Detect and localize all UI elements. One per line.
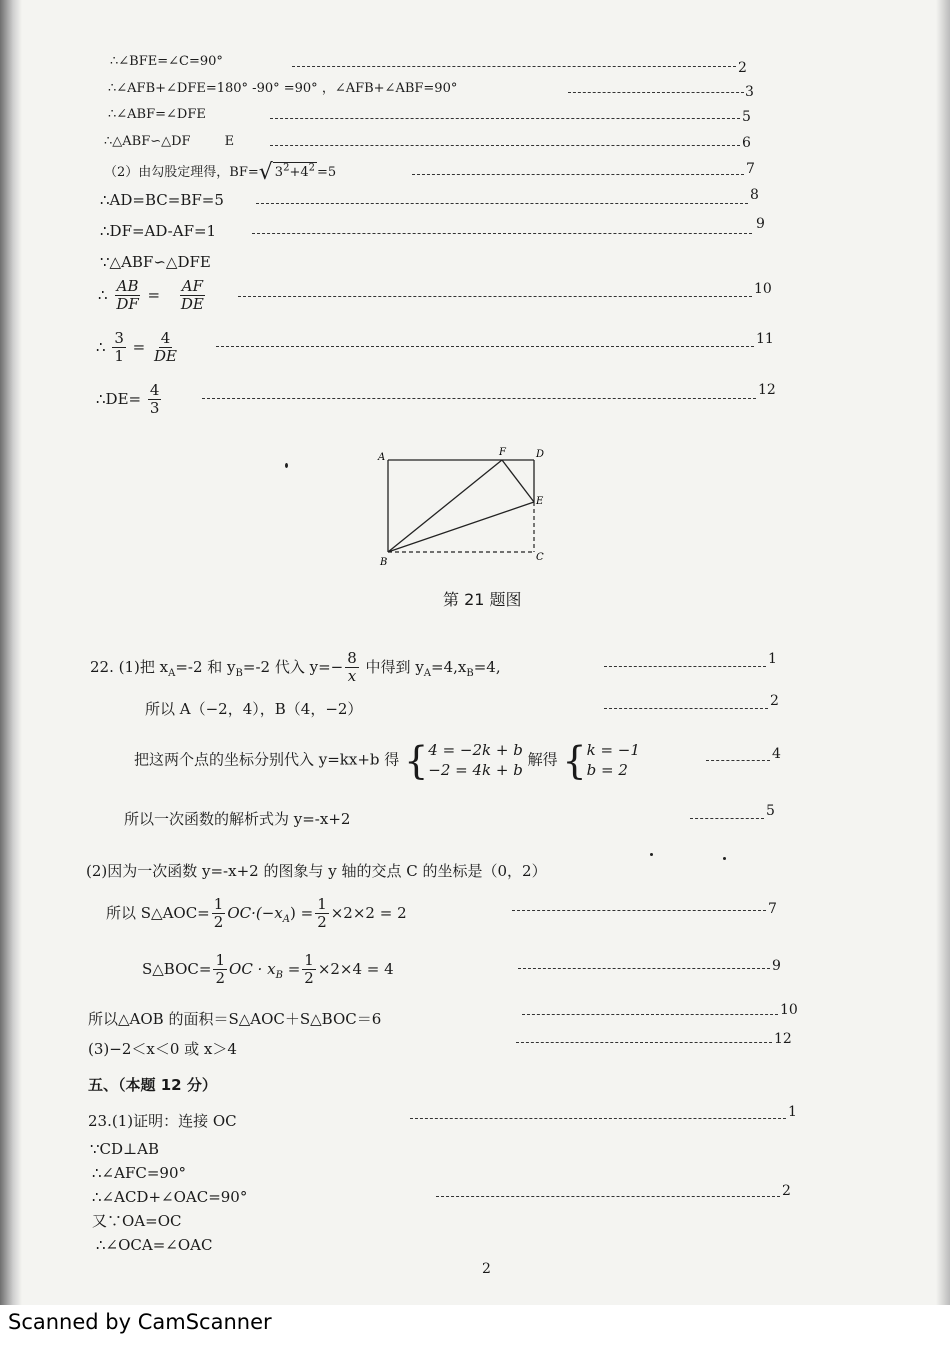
fraction-half — [315, 896, 329, 932]
leader-line — [522, 1014, 778, 1015]
score-mark: 9 — [772, 958, 781, 974]
segment-fe — [502, 460, 534, 502]
numerator: AB — [116, 277, 139, 295]
leader-line — [270, 145, 740, 146]
q22-line-1 — [90, 650, 501, 686]
numerator: 8 — [347, 649, 357, 667]
q23-line-4: ∴∠ACD+∠OAC=90° — [92, 1188, 248, 1206]
score-mark: 4 — [772, 746, 781, 762]
q22-line-5: (2)因为一次函数 y=-x+2 的图象与 y 轴的交点 C 的坐标是（0，2） — [86, 862, 547, 880]
numerator: 1 — [215, 951, 226, 969]
subscript: B — [235, 667, 243, 679]
leader-line — [512, 910, 766, 911]
q22-line-8: 所以△AOB 的面积＝S△AOC＋S△BOC＝6 — [88, 1010, 382, 1028]
q23-line-5: 又∵OA=OC — [92, 1212, 182, 1230]
q23-line-6: ∴∠OCA=∠OAC — [96, 1236, 213, 1254]
fraction-half — [212, 896, 226, 932]
score-mark: 3 — [745, 84, 754, 100]
q22-text: =4, — [473, 657, 501, 676]
leader-line — [518, 968, 770, 969]
q21-line-10 — [96, 330, 181, 366]
q22-text: 所以 S△AOC= — [106, 903, 210, 922]
numerator: 1 — [304, 951, 314, 969]
point-label-f: F — [499, 447, 506, 458]
q21-line-4 — [104, 135, 234, 148]
leader-line — [270, 118, 740, 119]
solution: b = 2 — [586, 761, 628, 780]
q22-formula: OC · x — [229, 959, 276, 978]
leader-line — [516, 1042, 772, 1043]
denominator: 2 — [304, 969, 314, 988]
solution: k = −1 — [586, 741, 640, 759]
q22-formula: OC·(−x — [227, 903, 283, 922]
leader-line — [238, 296, 752, 297]
score-mark: 5 — [742, 109, 751, 125]
score-mark: 12 — [758, 382, 776, 398]
subscript: A — [168, 667, 176, 679]
q22-formula: = — [282, 959, 301, 978]
q21-line-4-text: ∴△ABF∽△DF — [104, 134, 191, 149]
fraction-8-x — [345, 650, 359, 686]
score-mark: 11 — [756, 331, 774, 347]
leader-line — [690, 818, 764, 819]
scan-shadow-left — [0, 0, 22, 1305]
q21-line-6: ∴AD=BC=BF=5 — [100, 191, 224, 209]
subscript: A — [423, 667, 432, 679]
q21-line-5 — [104, 162, 336, 184]
numerator: AF — [181, 277, 204, 295]
point-label-e: E — [536, 496, 544, 507]
equals-sign: = — [147, 285, 161, 304]
sqrt-result: =5 — [316, 165, 337, 180]
leader-line — [202, 398, 756, 399]
score-mark: 10 — [754, 281, 772, 297]
score-mark: 7 — [746, 161, 755, 177]
numerator: 4 — [149, 381, 160, 399]
scanner-watermark: Scanned by CamScanner — [8, 1310, 272, 1334]
segment-bf — [388, 460, 502, 552]
leader-line — [410, 1118, 786, 1119]
denominator: DE — [154, 347, 177, 366]
fraction-3-1 — [112, 330, 126, 366]
leader-line — [252, 233, 752, 234]
score-mark: 10 — [780, 1002, 798, 1018]
leader-line — [604, 708, 768, 709]
scan-speck — [285, 463, 288, 468]
figure-caption: 第 21 题图 — [443, 590, 522, 609]
score-mark: 2 — [770, 693, 779, 709]
scan-speck — [723, 857, 726, 860]
fraction-half — [302, 952, 316, 988]
score-mark: 1 — [788, 1104, 797, 1120]
subscript: B — [466, 667, 474, 679]
q21-line-2: ∴∠AFB+∠DFE=180° -90° =90° ，∠AFB+∠ABF=90° — [108, 81, 458, 96]
denominator: 2 — [215, 969, 226, 988]
sqrt-term: 3 — [274, 165, 284, 180]
scan-shadow-right — [936, 0, 950, 1305]
exponent: 2 — [308, 162, 315, 174]
leader-line — [436, 1196, 780, 1197]
q23-line-3: ∴∠AFC=90° — [92, 1164, 186, 1182]
scan-speck — [650, 853, 653, 856]
q21-line-1: ∴∠BFE=∠C=90° — [110, 54, 223, 69]
leader-line — [412, 174, 744, 175]
q22-text: S△BOC= — [142, 959, 212, 978]
numerator: 4 — [160, 329, 171, 347]
leader-line — [568, 92, 744, 93]
therefore-symbol: ∴ — [98, 285, 108, 304]
score-mark: 9 — [756, 216, 765, 232]
score-mark: 12 — [774, 1031, 792, 1047]
q23-line-2: ∵CD⊥AB — [90, 1140, 160, 1158]
q23-line-1: 23.(1)证明：连接 OC — [88, 1112, 237, 1130]
score-mark: 2 — [782, 1183, 791, 1199]
fraction-4-de — [152, 330, 179, 366]
equation-system — [428, 740, 523, 781]
q21-line-9 — [98, 278, 208, 314]
q22-formula: ×2×2 = 2 — [330, 903, 407, 922]
q22-line-7 — [142, 952, 394, 988]
fraction-ab-df — [114, 278, 140, 314]
q22-text: 中得到 y — [360, 657, 424, 676]
leader-line — [256, 203, 748, 204]
score-mark: 6 — [742, 135, 751, 151]
solution-system — [587, 740, 640, 781]
q22-line-3 — [134, 740, 640, 781]
segment-be — [388, 502, 534, 552]
q22-text: =-2 和 y — [175, 657, 236, 676]
page-number: 2 — [482, 1261, 491, 1277]
leader-line — [292, 66, 736, 67]
denominator: 2 — [213, 913, 224, 932]
q22-formula: ×2×4 = 4 — [317, 959, 394, 978]
section-title: 五、（本题 12 分） — [88, 1076, 217, 1094]
numerator: 3 — [114, 329, 124, 347]
subscript: B — [275, 969, 283, 981]
denominator: x — [347, 667, 357, 686]
sqrt-term: +4 — [289, 165, 309, 180]
q21-line-4-tail: E — [224, 134, 235, 149]
point-label-d: D — [536, 449, 545, 460]
sqrt-sign: √ — [258, 160, 273, 185]
denominator: DF — [116, 295, 139, 314]
equals-sign: = — [132, 337, 146, 356]
left-brace: { — [404, 738, 429, 783]
q22-line-9: (3)−2＜x＜0 或 x＞4 — [88, 1040, 237, 1058]
score-mark: 1 — [768, 651, 777, 667]
denominator: DE — [180, 295, 204, 314]
q22-line-4: 所以一次函数的解析式为 y=-x+2 — [124, 810, 351, 828]
score-mark: 8 — [750, 187, 759, 203]
left-brace: { — [562, 738, 587, 783]
leader-line — [706, 760, 770, 761]
q21-line-7: ∴DF=AD-AF=1 — [100, 222, 217, 240]
point-label-b: B — [380, 557, 388, 568]
point-label-a: A — [378, 452, 386, 463]
fraction-half — [213, 952, 227, 988]
numerator: 1 — [213, 895, 224, 913]
equation: 4 = −2k + b — [428, 741, 523, 759]
fraction-4-3 — [148, 382, 162, 418]
q22-text: 解得 — [527, 750, 558, 769]
q21-line-3: ∴∠ABF=∠DFE — [108, 107, 206, 122]
score-mark: 5 — [766, 803, 775, 819]
de-label: ∴DE= — [96, 389, 142, 408]
leader-line — [604, 666, 766, 667]
geometry-figure — [370, 440, 560, 575]
exponent: 2 — [283, 162, 290, 174]
q22-line-6 — [106, 896, 407, 932]
denominator: 2 — [317, 913, 327, 932]
q22-formula: ) = — [289, 903, 314, 922]
point-label-c: C — [536, 552, 544, 563]
numerator: 1 — [317, 895, 327, 913]
q21-line-11 — [96, 382, 163, 418]
equation: −2 = 4k + b — [428, 761, 523, 780]
q22-text: 把这两个点的坐标分别代入 y=kx+b 得 — [134, 750, 400, 769]
score-mark: 2 — [738, 60, 747, 76]
denominator: 1 — [114, 347, 124, 366]
q21-line-5-text: （2）由勾股定理得，BF= — [104, 165, 259, 180]
fraction-af-de — [179, 278, 206, 314]
q22-line-2: 所以 A（−2，4），B（4，−2） — [145, 700, 363, 718]
q22-text: =-2 代入 y=− — [242, 657, 344, 676]
subscript: A — [282, 913, 290, 925]
leader-line — [216, 346, 754, 347]
q22-text: =4,x — [431, 657, 467, 676]
therefore-symbol: ∴ — [96, 337, 106, 356]
score-mark: 7 — [768, 901, 777, 917]
q22-text: 22. (1)把 x — [90, 657, 169, 676]
denominator: 3 — [149, 399, 160, 418]
q21-line-8: ∵△ABF∽△DFE — [100, 253, 211, 271]
